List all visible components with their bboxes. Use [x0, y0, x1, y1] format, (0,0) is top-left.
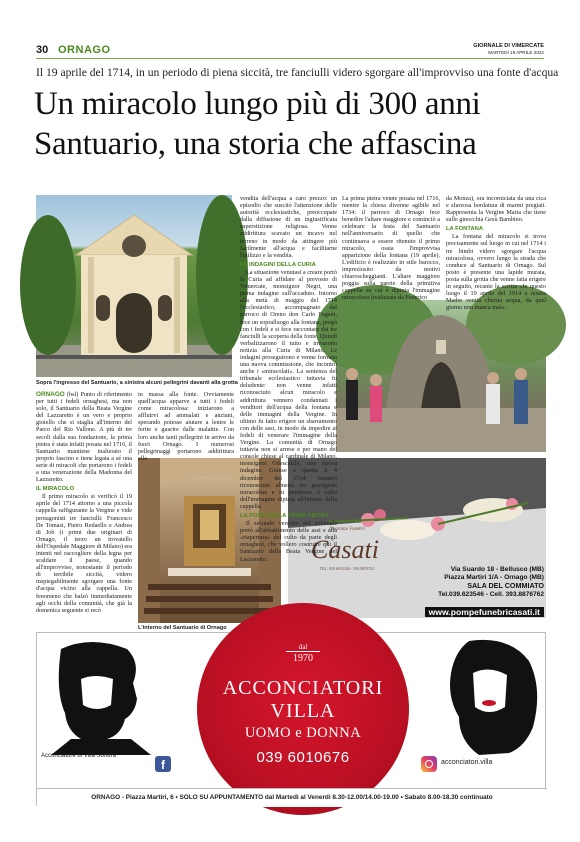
ad-phone[interactable]: 039 6010676 — [256, 749, 350, 766]
article-column-1 — [36, 391, 132, 623]
paragraph-3: La situazione venutasi a creare portò la Curia ad affidare al prevosto di Vimercate, monsignor Negri, una prima indagine sull'accaduto. Intorno alla metà di maggio del 1714 l'ecclesiastico, accompagnato dal parroco di Oreno don Carlo Pagani, fece un sopralluogo alla fontana, pregò con i fedeli e si fece raccontare dai tre fanciulli la scoperta della fonte. Quindi verbalizzarono il tutto e inviarono notizia alla Curia di Milano. Le indagini proseguirono e venne formata una nuova commissione, che incontrò anche i «miracolati». La sentenza del tribunale ecclesiastico tuttavia fu deludente: non venne infatti riconosciuto alcun miracolo e addirittura vennero condannati i venditori dell'acqua della fontana e delle immagini della Vergine. In ultimo fu fatto erigere un sbarramento con delle assi, in modo da impedire ai fedeli di venerare l'immagine della Vergine. La comunità di Ornago tuttavia non si arrese e per mano del console chiese al cardinale di Milano, monsignor Odescalchi, una nuova indagine. Giunse a questa il 4 dicembre del 1714 vennero riconosciute almeno tre guarigioni miracolose e fu permesso il culto dell'immagine dipinta all'interno della cappella. — [240, 268, 337, 510]
masthead — [473, 43, 544, 56]
interior-caption: L'interno del Santuario di Ornago — [138, 625, 227, 631]
paragraph-2b — [138, 391, 234, 462]
headline-line-1: Un miracolo lungo più di 300 anni — [34, 86, 481, 122]
article-column-3 — [240, 195, 337, 623]
paragraph-2-part-2: in massa alla fonte. Ovviamente quell'acqua apparve a tutti i fedeli come miracolosa: iniziarono a affluirvi ad ammalati e anziani, sperando potesse aiutare a lenire le ferite e guarire dalle malattie. Con loro anche tanti pellegrini in arrivo da fuori Ornago. I numerosi pellegrinaggi portarono addirittura alla — [138, 391, 234, 462]
headline-line-2: Santuario, una storia che affascina — [34, 126, 477, 162]
funeral-website[interactable]: www.pompefunebricasati.it — [425, 607, 544, 617]
ad-instagram-handle[interactable]: acconciatori.villa — [441, 759, 493, 766]
paragraph-1: Punto di riferimento per tutti i fedeli ornaghesi, ma non solo, il Santuario della Beata Vergine del Lazzaretto è un vero e proprio gioiello che si staglia all'interno del Parco del Rio Vallone. A più di tre secoli dalla sua fondazione, la prima pietra è stata infatti posata nel 1716, il Santuario mantiene inalterato il proprio fascino e tiene legata a sé una serie di miracoli che portarono i fedeli a una venerazione della Madonna del Lazzaretto. — [36, 391, 133, 484]
page-number: 30 — [36, 44, 49, 56]
man-silhouette-icon — [41, 639, 161, 755]
paragraph-2-part-1: Il primo miracolo si verificò il 19 aprile del 1714 attorno a una piccola cappella raffigurante la Vergine e vide protagonisti tre fanciulli: Francesco De Tomasi, Pietro Redaello e Andrea di Job (i primi due originari di Ornago, il terzo un trovatello dell'Ospedale Maggiore di Milano) era intenti nel raccogliere della legna per scaldare il paese, quando all'improvviso, nonostante il periodo di terribile siccità, videro inspiegabilmente sgorgare una fonte d'acqua vicino alla cappella. Un fenomeno che balzò immediatamente agli occhi della comunità, che già la domenica seguente si recò — [36, 493, 132, 614]
paragraph-4-part-2: La prima pietra venne posata nel 1716, mentre la chiesa divenne agibile nel 1734: il parroco di Ornago fece benedire l'altare maggiore e cominciò a celebrare la festa del Santuario nell'anniversario di quello che continuava a essere ritenuto il primo miracolo, ossia l'improvvisa apparizione della fontana (19 aprile). L'edificio è realizzato in stile barocco, impreziosito da motivi chiaroscheggianti. L'altare maggiore poggia sulla parete della primitiva cappella su cui è dipinta l'immagine miracolosa (realizzata da Federico — [342, 195, 440, 302]
paragraph-4c — [446, 195, 546, 223]
ad-business-name — [187, 677, 419, 723]
masthead-date: MARTEDÌ 19 APRILE 2022 — [488, 49, 544, 55]
funeral-address-2: Piazza Martiri 1/A - Ornago (MB) — [444, 574, 544, 582]
facebook-icon[interactable]: f — [155, 756, 171, 772]
paragraph-4b — [342, 195, 440, 301]
funeral-address-1: Via Suardo 18 - Bellusco (MB) — [450, 566, 544, 573]
masthead-title: GIORNALE DI VIMERCATE — [473, 43, 544, 49]
ad-name-line-2: VILLA — [270, 700, 336, 722]
paragraph-2-part-3: vendita dell'acqua a caro prezzo: un episodio che suscitò l'attenzione delle autorità ecclesiastiche, preoccupate dalla diffusione di un ingiustificata superstizione religiosa. Venne addirittura scavato un incavo nel terreno in modo da attingere più facilmente all'acqua e facilitarne l'utilizzo e la vendita. — [240, 195, 337, 259]
article-headline — [34, 84, 548, 164]
dateline: ORNAGO — [36, 391, 65, 398]
funeral-contact-info — [438, 566, 544, 599]
section-label: ORNAGO — [58, 44, 111, 56]
funeral-brand-logo: Casati — [311, 535, 379, 564]
ad-since-year: 1970 — [293, 653, 313, 664]
photo-caption: Sopra l'ingresso del Santuario, a sinistra alcuni pellegrini davanti alla grotta — [36, 380, 238, 386]
instagram-icon[interactable] — [421, 756, 437, 772]
paragraph-4a — [240, 520, 337, 563]
grotto-pilgrims-photo — [336, 300, 546, 452]
article-column-5 — [446, 195, 546, 312]
subhead-prima-pietra: LA POSA DELLA PRIMA PIETRA — [240, 513, 329, 520]
paragraph-5: La fontana del miracolo si trova precisamente sul luogo in cui nel 1714 i tre bimbi videro sgorgare l'acqua miracolosa, ovvero lungo la strada che conduce al Santuario di Ornago. Sul posto è presente una lapide murata, posta sulla grotta che venne fatta erigere in seguito, recante la scritta «In questo luogo il 19 aprile del 1914 a nostra Madre venita chiesta acqua, da quel giorno non manca mai». — [446, 233, 546, 312]
article-kicker: Il 19 aprile del 1714, in un periodo di piena siccità, tre fanciulli videro sgorgare all'improvviso una fonte d'acqua — [36, 66, 559, 79]
ad-facebook-name: Acconciature di Villa Sondra — [41, 753, 116, 759]
funeral-brand-tagline: Onoranze Funebri — [329, 527, 365, 532]
funeral-hall: SALA DEL COMMIATO — [467, 581, 544, 591]
paragraph-4-part-1: Il secondo verdetto del tribunale portò all'abbattimento delle assi e alla «riapertura» del culto da parte degli ornaghesi, che vollero costruire qui il Santuario della Beata Vergine del Lazzaretto. — [240, 520, 337, 563]
ad-since-label: dal — [286, 643, 320, 652]
sanctuary-facade-photo — [36, 195, 232, 377]
subhead-indagini: LE INDAGINI DELLA CURIA — [240, 261, 316, 268]
funeral-brand-phone: TEL. 039 6833346 - 393 8876762 — [319, 566, 375, 571]
subhead-miracolo: IL MIRACOLO — [36, 486, 75, 493]
funeral-phones: Tel.039.623546 - Cell. 393.8876762 — [438, 590, 544, 598]
paragraph-2c — [240, 195, 337, 259]
ad-subtitle: UOMO e DONNA — [244, 725, 362, 741]
author-tag: (bsl) — [66, 391, 79, 398]
paragraph-4-part-3: da Monza), ora incorniciata da una cica e sfarzosa bordatura di marmi pregiati. Rappresenta la Vergine Maria che tiene sulle ginocchia Gesù Bambino. — [446, 195, 546, 224]
ad-name-line-1: ACCONCIATORI — [222, 677, 384, 699]
subhead-fontana: LA FONTANA — [446, 226, 484, 233]
article-column-2 — [138, 391, 234, 462]
page-header — [36, 44, 544, 59]
ad-address-bar: ORNAGO - Piazza Martiri, 6 • SOLO SU APPUNTAMENTO dal Martedì al Venerdì 8.30-12.00/14.00-19.00 • Sabato 8.00-18.30 continuato — [37, 788, 547, 807]
woman-silhouette-icon — [429, 637, 543, 755]
paragraph-2a — [36, 493, 132, 614]
hairdresser-ad — [36, 632, 546, 806]
article-column-4 — [342, 195, 440, 302]
